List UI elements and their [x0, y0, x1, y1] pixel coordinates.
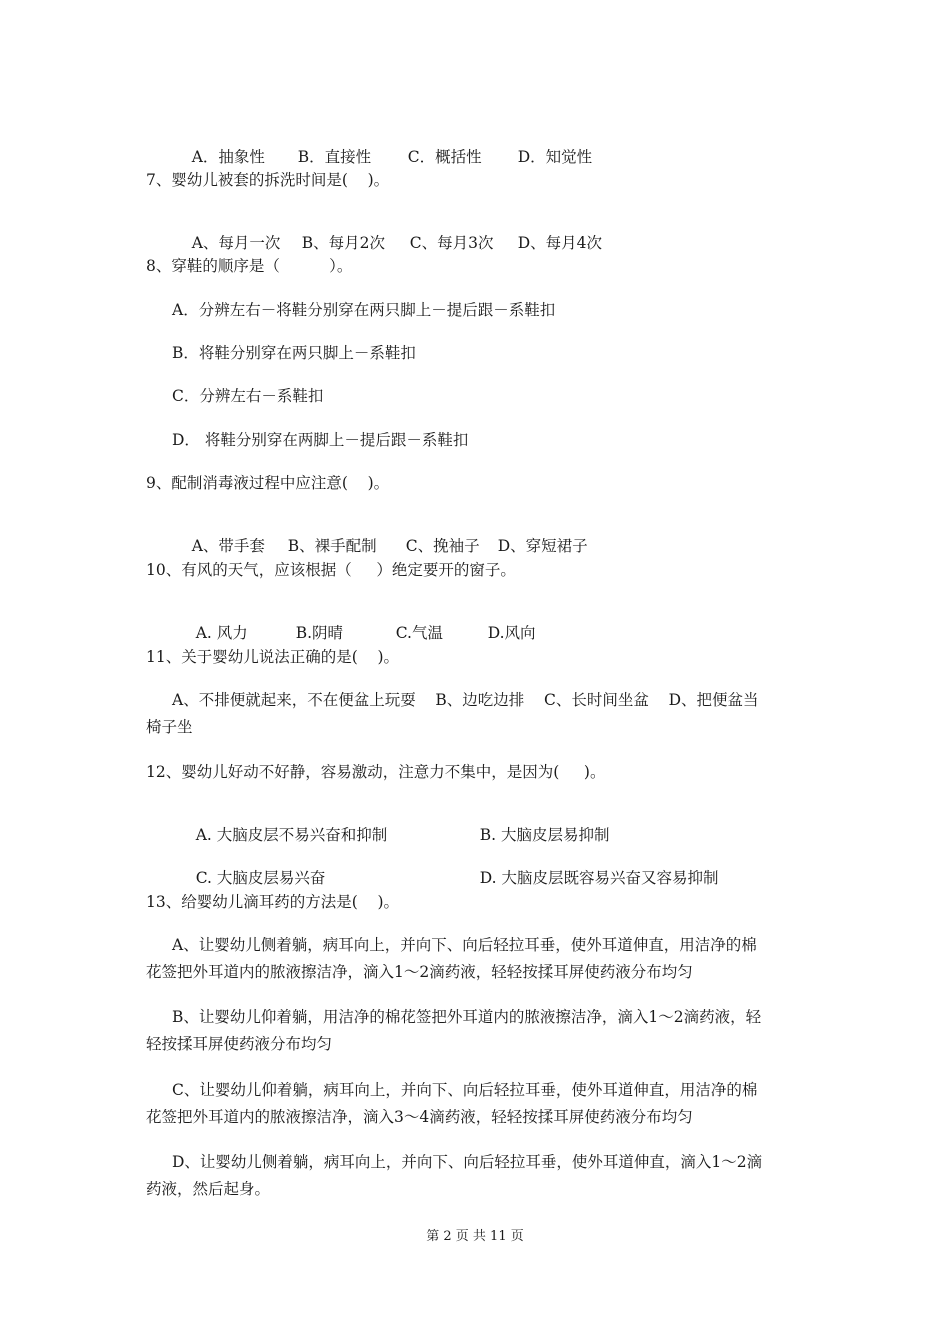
option-b: B．直接性	[297, 148, 372, 166]
q11-options-line2: 椅子坐	[146, 718, 193, 736]
q13-option-c-line2: 花签把外耳道内的脓液擦洁净，滴入3～4滴药液，轻轻按揉耳屏使药液分布均匀	[146, 1108, 693, 1126]
page-footer: 第 2 页 共 11 页	[426, 1229, 524, 1244]
question-10: 10、有风的天气，应该根据（ ）绝定要开的窗子。	[146, 561, 516, 579]
question-11: 11、关于婴幼儿说法正确的是( )。	[146, 648, 400, 666]
q8-option-a: A．分辨左右－将鞋分别穿在两只脚上－提后跟－系鞋扣	[172, 301, 556, 319]
option-d: D．知觉性	[517, 148, 593, 166]
option-a: A. 风力	[195, 624, 248, 642]
q8-option-d: D． 将鞋分别穿在两脚上－提后跟－系鞋扣	[172, 431, 469, 449]
option-b: B、每月2次	[301, 234, 385, 252]
question-9: 9、配制消毒液过程中应注意( )。	[146, 474, 390, 492]
q13-option-b-line1: B、让婴幼儿仰着躺，用洁净的棉花签把外耳道内的脓液擦洁净，滴入1～2滴药液，轻	[172, 1008, 762, 1026]
option-b: B.阴晴	[295, 624, 344, 642]
q13-option-b-line2: 轻按揉耳屏使药液分布均匀	[146, 1035, 333, 1053]
option-c: C. 大脑皮层易兴奋	[195, 869, 326, 887]
q8-option-c: C．分辨左右－系鞋扣	[172, 387, 324, 405]
option-c: C．概括性	[407, 148, 482, 166]
option-c: C、每月3次	[409, 234, 494, 252]
option-a: A、带手套	[191, 537, 265, 555]
question-13: 13、给婴幼儿滴耳药的方法是( )。	[146, 893, 400, 911]
option-d: D、穿短裙子	[497, 537, 588, 555]
option-a: A、每月一次	[191, 234, 281, 252]
question-12: 12、婴幼儿好动不好静，容易激动，注意力不集中，是因为( )。	[146, 763, 606, 781]
option-d: D、每月4次	[517, 234, 603, 252]
q13-option-a-line2: 花签把外耳道内的脓液擦洁净，滴入1～2滴药液，轻轻按揉耳屏使药液分布均匀	[146, 963, 693, 981]
q13-option-c-line1: C、让婴幼儿仰着躺，病耳向上，并向下、向后轻拉耳垂，使外耳道伸直，用洁净的棉	[172, 1081, 758, 1099]
option-a: A．抽象性	[191, 148, 265, 166]
q8-option-b: B．将鞋分别穿在两只脚上－系鞋扣	[172, 344, 416, 362]
option-c: C.气温	[395, 624, 443, 642]
option-c: C、挽袖子	[405, 537, 480, 555]
option-b: B、裸手配制	[287, 537, 377, 555]
option-b: B. 大脑皮层易抑制	[479, 826, 610, 844]
q13-option-d-line1: D、让婴幼儿侧着躺，病耳向上，并向下、向后轻拉耳垂，使外耳道伸直，滴入1～2滴	[172, 1153, 763, 1171]
option-a: A. 大脑皮层不易兴奋和抑制	[195, 826, 388, 844]
question-8: 8、穿鞋的顺序是（ ）。	[146, 257, 353, 275]
q11-options-line1: A、不排便就起来，不在便盆上玩耍 B、边吃边排 C、长时间坐盆 D、把便盆当	[172, 691, 759, 709]
question-7: 7、婴幼儿被套的拆洗时间是( )。	[146, 171, 390, 189]
option-d: D. 大脑皮层既容易兴奋又容易抑制	[479, 869, 719, 887]
q13-option-a-line1: A、让婴幼儿侧着躺，病耳向上，并向下、向后轻拉耳垂，使外耳道伸直，用洁净的棉	[172, 936, 757, 954]
q13-option-d-line2: 药液，然后起身。	[146, 1180, 271, 1198]
option-d: D.风向	[487, 624, 536, 642]
